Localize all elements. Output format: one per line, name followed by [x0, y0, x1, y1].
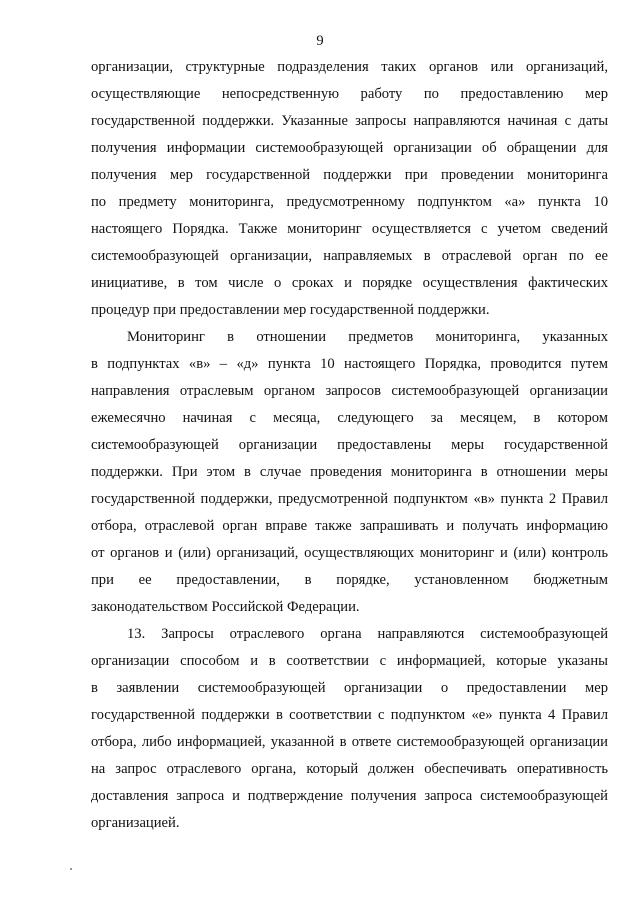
text-line: государственной поддержки. Указанные запросы направляются начиная с даты — [91, 113, 608, 129]
text-line: системообразующей организации предоставлены меры государственной — [91, 437, 608, 453]
text-line: направления отраслевым органом запросов системообразующей организации — [91, 383, 608, 399]
scan-speck — [70, 868, 72, 870]
paragraph — [91, 324, 608, 621]
text-line: осуществляющие непосредственную работу по предоставлению мер — [91, 86, 608, 102]
text-line: поддержки. При этом в случае проведения мониторинга в отношении меры — [91, 464, 608, 480]
text-line: доставления запроса и подтверждение получения запроса системообразующей — [91, 788, 608, 804]
text-line: получения мер государственной поддержки при проведении мониторинга — [91, 167, 608, 183]
text-line: системообразующей организации, направляемых в отраслевой орган по ее — [91, 248, 608, 264]
text-line: в подпунктах «в» – «д» пункта 10 настоящего Порядка, проводится путем — [91, 356, 608, 372]
text-line: организации, структурные подразделения таких органов или организаций, — [91, 59, 608, 75]
text-line: государственной поддержки, предусмотренной подпунктом «в» пункта 2 Правил — [91, 491, 608, 507]
text-line: процедур при предоставлении мер государственной поддержки. — [91, 302, 490, 318]
text-line: Мониторинг в отношении предметов мониторинга, указанных — [127, 329, 608, 345]
paragraph — [91, 54, 608, 324]
page-number: 9 — [316, 33, 324, 49]
text-line: на запрос отраслевого органа, который должен обеспечивать оперативность — [91, 761, 608, 777]
text-line: при ее предоставлении, в порядке, установленном бюджетным — [91, 572, 608, 588]
text-line: в заявлении системообразующей организации о предоставлении мер — [91, 680, 608, 696]
text-line: организации способом и в соответствии с информацией, которые указаны — [91, 653, 608, 669]
text-line: организацией. — [91, 815, 180, 831]
text-line: отбора, либо информацией, указанной в ответе системообразующей организации — [91, 734, 608, 750]
text-line: 13. Запросы отраслевого органа направляются системообразующей — [127, 626, 608, 642]
text-line: инициативе, в том числе о сроках и порядке осуществления фактических — [91, 275, 608, 291]
text-line: законодательством Российской Федерации. — [91, 599, 360, 615]
text-line: получения информации системообразующей организации об обращении для — [91, 140, 608, 156]
text-line: от органов и (или) организаций, осуществляющих мониторинг и (или) контроль — [91, 545, 608, 561]
text-line: ежемесячно начиная с месяца, следующего за месяцем, в котором — [91, 410, 608, 426]
text-line: государственной поддержки в соответствии с подпунктом «е» пункта 4 Правил — [91, 707, 608, 723]
text-line: отбора, отраслевой орган вправе также запрашивать и получать информацию — [91, 518, 608, 534]
text-line: по предмету мониторинга, предусмотренному подпунктом «а» пункта 10 — [91, 194, 608, 210]
paragraph — [91, 621, 608, 837]
text-line: настоящего Порядка. Также мониторинг осуществляется с учетом сведений — [91, 221, 608, 237]
document-body — [91, 54, 608, 837]
